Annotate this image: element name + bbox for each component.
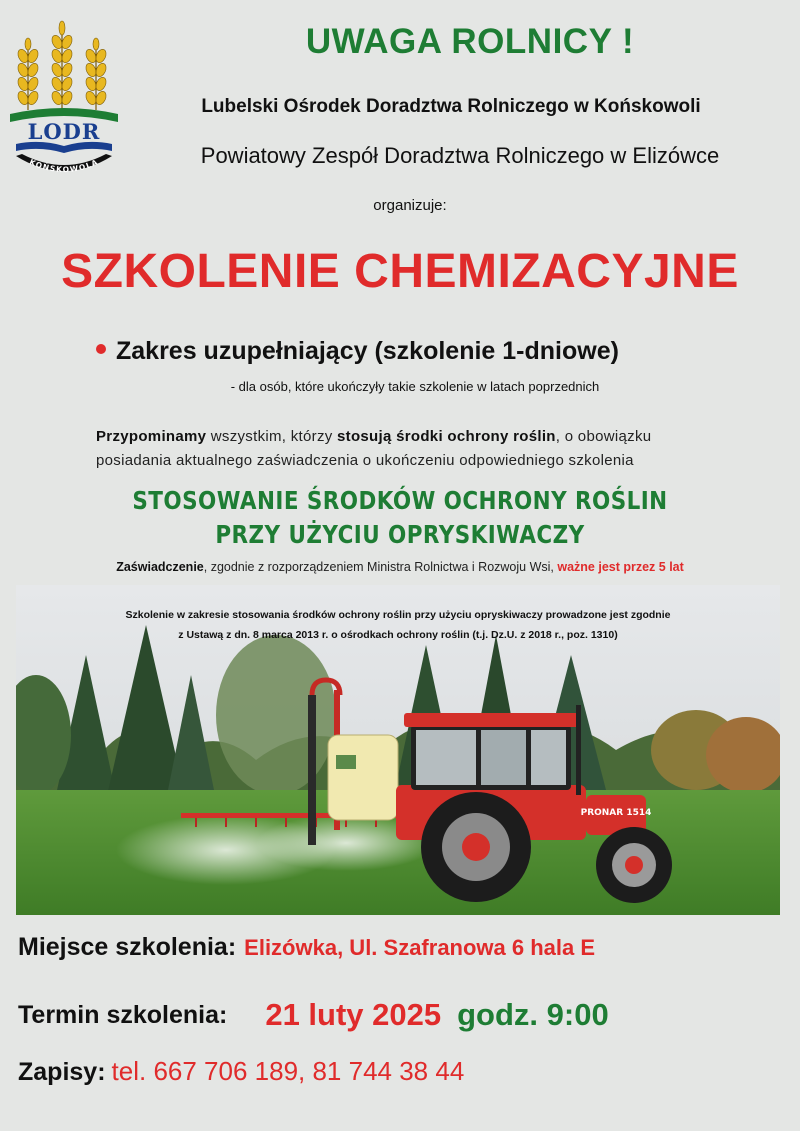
signup-phone: tel. 667 706 189, 81 744 38 44 [111,1056,465,1086]
term-date: 21 luty 2025 [265,997,442,1032]
svg-text:KOŃSKOWOLA: KOŃSKOWOLA [28,157,100,175]
certificate-note: Zaświadczenie, zgodnie z rozporządzeniem Ministra Rolnictwa i Rozwoju Wsi, ważne jest przez 5 lat [116,560,684,574]
reminder-text: Przypominamy wszystkim, którzy stosują środki ochrony roślin, o obowiązku posiadania aktualnego zaświadczenia o ukończeniu odpowiedniego szkolenia [96,428,652,469]
signup-contact: Zapisy: tel. 667 706 189, 81 744 38 44 [18,1056,465,1086]
legal-note: Szkolenie w zakresie stosowania środków ochrony roślin przy użyciu opryskiwaczy prowadzone jest zgodnie z Ustawą z dn. 8 marca 2013 r. o ośrodkach ochrony roślin (t.j. Dz.U. z 2018 r., poz. 1310) [125,609,671,641]
organizes-label: organizuje: [373,197,447,214]
sprayer-title: STOSOWANIE ŚRODKÓW OCHRONY ROŚLIN PRZY UŻYCIU OPRYSKIWACZY [132,486,668,549]
bullet-icon [96,344,106,354]
training-place: Miejsce szkolenia: Elizówka, Ul. Szafranowa 6 hala E [18,933,596,961]
svg-text:PRONAR 1514: PRONAR 1514 [580,808,652,818]
training-title: SZKOLENIE CHEMIZACYJNE [61,245,739,298]
organizer-main: Lubelski Ośrodek Doradztwa Rolniczego w Końskowoli [201,96,701,117]
svg-text:LODR: LODR [27,119,101,144]
headline: UWAGA ROLNICY ! [305,22,635,61]
training-scope: Zakres uzupełniający (szkolenie 1-dniowe) [96,337,619,366]
training-term: Termin szkolenia: 21 luty 2025 godz. 9:00 [18,997,609,1032]
organizer-team: Powiatowy Zespół Doradztwa Rolniczego w Elizówce [200,143,720,168]
place-value: Elizówka, Ul. Szafranowa 6 hala E [244,935,596,960]
term-time: godz. 9:00 [457,997,609,1032]
lodr-logo [6,18,122,178]
scope-note: - dla osób, które ukończyły takie szkolenie w latach poprzednich [230,379,600,394]
